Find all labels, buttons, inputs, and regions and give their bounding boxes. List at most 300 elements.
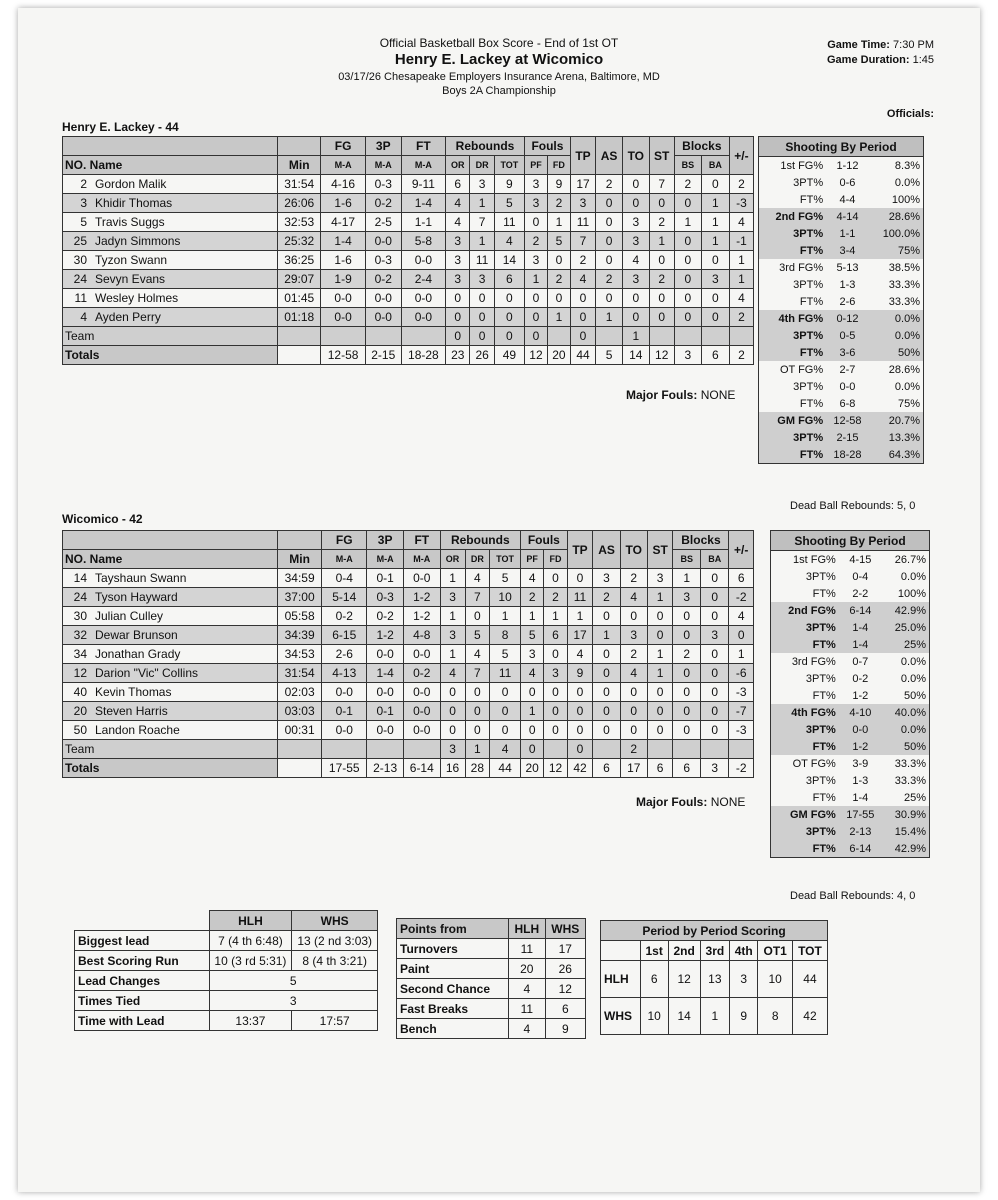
summary-whs-value: 17:57 <box>292 1011 378 1031</box>
team-tot: 4 <box>490 740 521 759</box>
shooting-made-attempted: 4-15 <box>849 553 872 566</box>
header-bs: BS <box>674 156 701 175</box>
points-hlh-value: 11 <box>509 999 546 1019</box>
player-name: Tyson Hayward <box>89 588 278 607</box>
shooting-row <box>771 687 930 704</box>
shooting-row <box>759 378 924 395</box>
stat-dr: 1 <box>470 232 494 251</box>
stat-st: 0 <box>647 683 673 702</box>
shooting-row <box>759 208 924 225</box>
period-header-row <box>601 941 828 961</box>
shooting-percent: 28.6% <box>869 208 924 225</box>
stat-bs: 2 <box>673 645 701 664</box>
away-shooting-by-period <box>770 530 930 858</box>
points-row <box>397 939 586 959</box>
away-box-score-table <box>62 530 754 778</box>
team-label: Team <box>63 327 278 346</box>
points-hlh-value: 11 <box>509 939 546 959</box>
shooting-made-attempted: 1-2 <box>839 738 882 755</box>
stat-to: 4 <box>620 588 647 607</box>
header-dr: DR <box>470 156 494 175</box>
stat-or: 4 <box>446 194 470 213</box>
stat-bs: 0 <box>674 251 701 270</box>
shooting-row <box>771 772 930 789</box>
shooting-row <box>759 276 924 293</box>
header-tot: TOT <box>494 156 524 175</box>
shooting-made-attempted: 17-55 <box>839 806 882 823</box>
header-st: ST <box>649 137 674 175</box>
period-header: 4th <box>729 941 757 961</box>
total-as: 5 <box>596 346 623 365</box>
team-dr: 1 <box>465 740 490 759</box>
total-bs: 3 <box>674 346 701 365</box>
shooting-percent: 33.3% <box>894 774 926 787</box>
shooting-label: FT% <box>799 295 824 308</box>
stat-min: 02:03 <box>278 683 322 702</box>
shooting-row <box>759 361 924 378</box>
player-number: 40 <box>63 683 90 702</box>
header-min: Min <box>278 156 321 175</box>
team-row <box>63 327 754 346</box>
points-label: Fast Breaks <box>397 999 509 1019</box>
header-fd: FD <box>544 550 567 569</box>
shooting-label: 3PT% <box>759 225 827 242</box>
document-subtitle: Official Basketball Box Score - End of 1st OT <box>379 36 619 50</box>
shooting-label: 4th FG% <box>771 704 839 721</box>
stat-ft: 1-1 <box>401 213 445 232</box>
points-hlh-header: HLH <box>509 919 546 939</box>
player-name: Landon Roache <box>89 721 278 740</box>
stat-or: 1 <box>440 645 465 664</box>
shooting-row <box>771 619 930 636</box>
header-3p: 3P <box>365 137 401 156</box>
stat-st: 2 <box>649 213 674 232</box>
summary-whs-value: 13 (2 nd 3:03) <box>292 931 378 951</box>
empty-cell <box>321 327 365 346</box>
points-row <box>397 959 586 979</box>
header-row <box>63 137 754 156</box>
stat-fd: 2 <box>547 270 570 289</box>
empty-cell <box>729 327 753 346</box>
shooting-made-attempted: 4-14 <box>826 208 869 225</box>
stat-tot: 6 <box>494 270 524 289</box>
stat-or: 4 <box>446 213 470 232</box>
shooting-row <box>771 721 930 738</box>
shooting-label: 3rd FG% <box>779 261 824 274</box>
total-ft: 6-14 <box>403 759 440 778</box>
stat-pm: -3 <box>729 683 754 702</box>
points-whs-value: 26 <box>545 959 585 979</box>
stat-dr: 1 <box>470 194 494 213</box>
home-dead-ball-rebounds: Dead Ball Rebounds: 5, 0 <box>790 500 916 512</box>
points-from-table <box>396 918 586 1039</box>
stat-to: 2 <box>620 569 647 588</box>
shooting-label: FT% <box>771 840 839 858</box>
shooting-row <box>771 806 930 823</box>
stat-to: 3 <box>622 270 649 289</box>
stat-fg: 0-1 <box>322 702 367 721</box>
stat-as: 0 <box>596 289 623 308</box>
team-label: Team <box>63 740 278 759</box>
stat-st: 0 <box>647 607 673 626</box>
total-or: 23 <box>446 346 470 365</box>
away-team-label: Wicomico - 42 <box>62 512 143 526</box>
stat-fg: 1-9 <box>321 270 365 289</box>
period-scoring-table <box>600 920 828 1035</box>
period-score: 9 <box>729 998 757 1035</box>
stat-as: 2 <box>596 270 623 289</box>
player-row <box>63 251 754 270</box>
summary-hlh-value: 10 (3 rd 5:31) <box>209 951 292 971</box>
shooting-made-attempted: 2-13 <box>839 823 882 840</box>
stat-st: 0 <box>647 702 673 721</box>
empty-cell <box>701 327 729 346</box>
stat-to: 3 <box>622 232 649 251</box>
total-dr: 28 <box>465 759 490 778</box>
stat-to: 3 <box>622 213 649 232</box>
stat-tp: 17 <box>570 175 595 194</box>
stat-fg: 1-6 <box>321 194 365 213</box>
header-made-attempted: M-A <box>403 550 440 569</box>
shooting-label: 4th FG% <box>759 310 827 327</box>
shooting-percent: 100.0% <box>869 225 924 242</box>
stat-min: 34:39 <box>278 626 322 645</box>
stat-min: 26:06 <box>278 194 321 213</box>
stat-pf: 2 <box>525 232 548 251</box>
stat-min: 01:18 <box>278 308 321 327</box>
stat-bs: 0 <box>674 232 701 251</box>
stat-tot: 1 <box>490 607 521 626</box>
stat-tp: 7 <box>570 232 595 251</box>
shooting-percent: 33.3% <box>888 295 920 308</box>
stat-pm: -3 <box>729 721 754 740</box>
shooting-percent: 75% <box>897 397 920 410</box>
team-or: 0 <box>446 327 470 346</box>
stat-or: 1 <box>440 569 465 588</box>
shooting-label: 1st FG% <box>793 553 836 566</box>
game-time-block <box>827 38 934 68</box>
stat-pf: 4 <box>520 664 543 683</box>
shooting-row <box>771 585 930 602</box>
totals-row <box>63 346 754 365</box>
stat-pf: 0 <box>520 721 543 740</box>
stat-or: 3 <box>446 232 470 251</box>
period-header: OT1 <box>758 941 793 961</box>
period-score: 44 <box>792 961 827 998</box>
stat-tp: 11 <box>570 213 595 232</box>
shooting-row <box>759 191 924 208</box>
stat-min: 01:45 <box>278 289 321 308</box>
player-row <box>63 289 754 308</box>
stat-pf: 0 <box>525 289 548 308</box>
totals-label: Totals <box>63 759 278 778</box>
stat-st: 0 <box>647 626 673 645</box>
shooting-row <box>771 823 930 840</box>
stat-st: 7 <box>649 175 674 194</box>
stat-min: 32:53 <box>278 213 321 232</box>
event-line: Boys 2A Championship <box>442 85 556 97</box>
stat-or: 3 <box>440 588 465 607</box>
stat-pm: -6 <box>729 664 754 683</box>
stat-to: 0 <box>622 175 649 194</box>
stat-tp: 3 <box>570 194 595 213</box>
header-rebounds: Rebounds <box>446 137 525 156</box>
summary-row <box>75 1011 378 1031</box>
summary-whs-header: WHS <box>292 911 378 931</box>
stat-fd: 3 <box>544 664 567 683</box>
shooting-row <box>759 174 924 191</box>
total-to: 14 <box>622 346 649 365</box>
stat-pm: 1 <box>729 251 753 270</box>
period-score: 13 <box>700 961 729 998</box>
header-ft: FT <box>401 137 445 156</box>
header-blocks: Blocks <box>673 531 729 550</box>
stat-ba: 1 <box>701 232 729 251</box>
empty-cell <box>647 740 673 759</box>
header-to: TO <box>622 137 649 175</box>
stat-dr: 0 <box>465 683 490 702</box>
stat-as: 0 <box>593 607 620 626</box>
shooting-label: 3PT% <box>759 327 827 344</box>
stat-min: 29:07 <box>278 270 321 289</box>
shooting-label: 2nd FG% <box>759 208 827 225</box>
game-title: Henry E. Lackey at Wicomico <box>394 51 604 68</box>
stat-pf: 1 <box>520 702 543 721</box>
stat-tot: 11 <box>490 664 521 683</box>
player-row <box>63 683 754 702</box>
game-time: 7:30 PM <box>893 39 934 51</box>
stat-min: 31:54 <box>278 664 322 683</box>
shooting-label: FT% <box>812 587 836 600</box>
stat-bs: 0 <box>673 702 701 721</box>
stat-ft: 0-0 <box>403 569 440 588</box>
shooting-percent: 0.0% <box>900 570 926 583</box>
stat-st: 0 <box>649 251 674 270</box>
player-number: 12 <box>63 664 90 683</box>
stat-pm: -3 <box>729 194 753 213</box>
shooting-percent: 40.0% <box>882 704 930 721</box>
player-name: Khidir Thomas <box>89 194 278 213</box>
player-row <box>63 194 754 213</box>
stat-ba: 0 <box>701 289 729 308</box>
stat-pf: 3 <box>525 251 548 270</box>
header-ba: BA <box>701 156 729 175</box>
stat-min: 00:31 <box>278 721 322 740</box>
stat-tot: 5 <box>494 194 524 213</box>
shooting-made-attempted: 12-58 <box>826 412 869 429</box>
stat-ft: 9-11 <box>401 175 445 194</box>
stat-dr: 0 <box>470 308 494 327</box>
period-score: 3 <box>729 961 757 998</box>
header-min-blank <box>278 531 322 550</box>
empty-cell <box>278 759 322 778</box>
stat-to: 0 <box>622 289 649 308</box>
stat-fd: 0 <box>547 289 570 308</box>
player-row <box>63 664 754 683</box>
stat-to: 0 <box>620 721 647 740</box>
shooting-row <box>771 755 930 772</box>
stat-or: 3 <box>446 251 470 270</box>
player-number: 11 <box>63 289 90 308</box>
stat-fd: 2 <box>544 588 567 607</box>
stat-min: 25:32 <box>278 232 321 251</box>
stat-pm: 4 <box>729 607 754 626</box>
header-made-attempted: M-A <box>322 550 367 569</box>
shooting-percent: 28.6% <box>888 363 920 376</box>
header-as: AS <box>593 531 620 569</box>
stat-fg: 4-17 <box>321 213 365 232</box>
shooting-percent: 15.4% <box>882 823 930 840</box>
summary-row <box>75 951 378 971</box>
shooting-label: OT FG% <box>792 757 836 770</box>
header-dr: DR <box>465 550 490 569</box>
points-whs-value: 12 <box>545 979 585 999</box>
stat-fg: 0-0 <box>321 289 365 308</box>
stat-fd: 0 <box>544 702 567 721</box>
stat-bs: 0 <box>673 683 701 702</box>
header-bs: BS <box>673 550 701 569</box>
shooting-made-attempted: 2-15 <box>826 429 869 446</box>
stat-dr: 7 <box>470 213 494 232</box>
shooting-percent: 0.0% <box>894 176 920 189</box>
shooting-percent: 25.0% <box>882 619 930 636</box>
player-row <box>63 213 754 232</box>
stat-st: 1 <box>649 232 674 251</box>
shooting-label: 3PT% <box>793 176 824 189</box>
stat-p3: 0-2 <box>365 270 401 289</box>
total-ft: 18-28 <box>401 346 445 365</box>
shooting-percent: 0.0% <box>869 310 924 327</box>
stat-fd: 1 <box>547 213 570 232</box>
stat-pf: 1 <box>520 607 543 626</box>
player-row <box>63 588 754 607</box>
stat-dr: 0 <box>465 607 490 626</box>
stat-as: 1 <box>596 308 623 327</box>
total-fd: 20 <box>547 346 570 365</box>
points-hlh-value: 20 <box>509 959 546 979</box>
shooting-label: 3PT% <box>771 721 839 738</box>
period-header: 1st <box>640 941 668 961</box>
stat-p3: 1-4 <box>367 664 404 683</box>
stat-pm: 6 <box>729 569 754 588</box>
stat-tp: 4 <box>570 270 595 289</box>
stat-dr: 7 <box>465 664 490 683</box>
shooting-percent: 100% <box>897 587 926 600</box>
stat-ft: 0-2 <box>403 664 440 683</box>
stat-tp: 0 <box>567 721 593 740</box>
shooting-label: FT% <box>799 397 824 410</box>
points-label: Turnovers <box>397 939 509 959</box>
summary-label: Biggest lead <box>75 931 210 951</box>
stat-ba: 0 <box>701 683 729 702</box>
shooting-percent: 0.0% <box>894 380 920 393</box>
header-no-name: NO. Name <box>63 550 278 569</box>
stat-fd: 1 <box>547 308 570 327</box>
shooting-label: 3PT% <box>759 429 827 446</box>
summary-value: 5 <box>209 971 378 991</box>
stat-dr: 0 <box>465 702 490 721</box>
totals-label: Totals <box>63 346 278 365</box>
empty-cell <box>322 740 367 759</box>
stat-ft: 1-2 <box>403 607 440 626</box>
summary-label: Lead Changes <box>75 971 210 991</box>
stat-min: 36:25 <box>278 251 321 270</box>
shooting-made-attempted: 18-28 <box>826 446 869 464</box>
header-pf: PF <box>525 156 548 175</box>
stat-ft: 1-2 <box>403 588 440 607</box>
shooting-label: FT% <box>771 738 839 755</box>
stat-st: 0 <box>649 308 674 327</box>
period-score: 1 <box>700 998 729 1035</box>
shooting-percent: 38.5% <box>888 261 920 274</box>
summary-row <box>75 971 378 991</box>
shooting-label: 3PT% <box>805 774 836 787</box>
away-dead-ball-rebounds: Dead Ball Rebounds: 4, 0 <box>790 890 916 902</box>
shooting-percent: 8.3% <box>894 159 920 172</box>
stat-bs: 0 <box>673 664 701 683</box>
header-ba: BA <box>701 550 729 569</box>
shooting-row <box>771 670 930 687</box>
stat-st: 1 <box>647 588 673 607</box>
player-number: 2 <box>63 175 90 194</box>
stat-pf: 0 <box>525 213 548 232</box>
stat-fd: 5 <box>547 232 570 251</box>
points-row <box>397 979 586 999</box>
stat-fg: 1-6 <box>321 251 365 270</box>
shooting-row <box>759 327 924 344</box>
stat-fg: 0-2 <box>322 607 367 626</box>
empty-cell <box>649 327 674 346</box>
stat-tot: 10 <box>490 588 521 607</box>
shooting-percent: 33.3% <box>888 278 920 291</box>
totals-row <box>63 759 754 778</box>
stat-pm: 2 <box>729 308 753 327</box>
stat-tp: 0 <box>567 702 593 721</box>
shooting-row <box>759 344 924 361</box>
stat-fg: 6-15 <box>322 626 367 645</box>
stat-pm: 4 <box>729 213 753 232</box>
stat-as: 0 <box>593 645 620 664</box>
shooting-made-attempted: 6-14 <box>839 602 882 619</box>
player-row <box>63 626 754 645</box>
stat-pf: 0 <box>520 683 543 702</box>
team-to: 1 <box>622 327 649 346</box>
shooting-row <box>771 636 930 653</box>
total-tot: 49 <box>494 346 524 365</box>
stat-bs: 0 <box>673 626 701 645</box>
shooting-made-attempted: 0-12 <box>826 310 869 327</box>
header-tot: TOT <box>490 550 521 569</box>
stat-ba: 0 <box>701 308 729 327</box>
total-p3: 2-13 <box>367 759 404 778</box>
stat-pm: 0 <box>729 626 754 645</box>
player-name: Steven Harris <box>89 702 278 721</box>
shooting-percent: 25% <box>882 636 930 653</box>
stat-pf: 1 <box>525 270 548 289</box>
stat-fg: 2-6 <box>322 645 367 664</box>
shooting-label: 3PT% <box>771 619 839 636</box>
stat-pm: 4 <box>729 289 753 308</box>
shooting-row <box>771 738 930 755</box>
stat-ba: 1 <box>701 213 729 232</box>
shooting-made-attempted: 5-13 <box>836 261 859 274</box>
header-fg: FG <box>321 137 365 156</box>
stat-ft: 4-8 <box>403 626 440 645</box>
stat-tp: 17 <box>567 626 593 645</box>
shooting-row <box>759 310 924 327</box>
empty-cell <box>403 740 440 759</box>
game-duration: 1:45 <box>912 54 934 66</box>
